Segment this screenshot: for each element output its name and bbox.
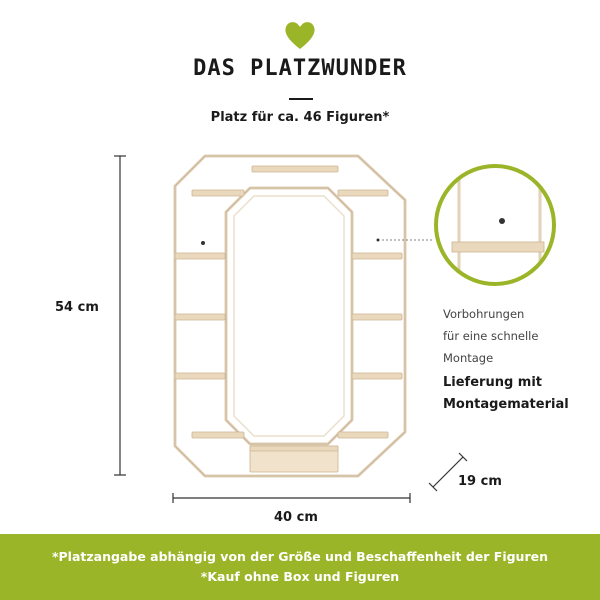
drill-hole-left (201, 241, 205, 245)
zoom-detail-circle (430, 160, 560, 290)
height-dimension-line (114, 156, 126, 475)
page-title: DAS PLATZWUNDER (193, 56, 407, 81)
callout-line-2: für eine schnelle (443, 329, 539, 343)
callout-line-3: Montage (443, 351, 494, 365)
width-label: 40 cm (274, 510, 318, 525)
drill-hole-right (377, 239, 380, 242)
footer-banner (0, 534, 600, 600)
mounting-line-1: Lieferung mit (443, 375, 542, 390)
mounting-material-note (443, 372, 569, 416)
depth-label: 19 cm (458, 474, 502, 489)
predrill-callout (443, 303, 538, 369)
footer-line-2: *Kauf ohne Box und Figuren (200, 569, 400, 584)
height-label: 54 cm (55, 300, 99, 315)
width-dimension-line (173, 493, 410, 503)
callout-line-1: Vorbohrungen (443, 307, 525, 321)
shelf-inner-frame (226, 188, 352, 444)
mounting-line-2: Montagematerial (443, 397, 569, 412)
footer-line-1: *Platzangabe abhängig von der Größe und Beschaffenheit der Figuren (51, 549, 548, 564)
page-subtitle: Platz für ca. 46 Figuren* (210, 110, 390, 125)
